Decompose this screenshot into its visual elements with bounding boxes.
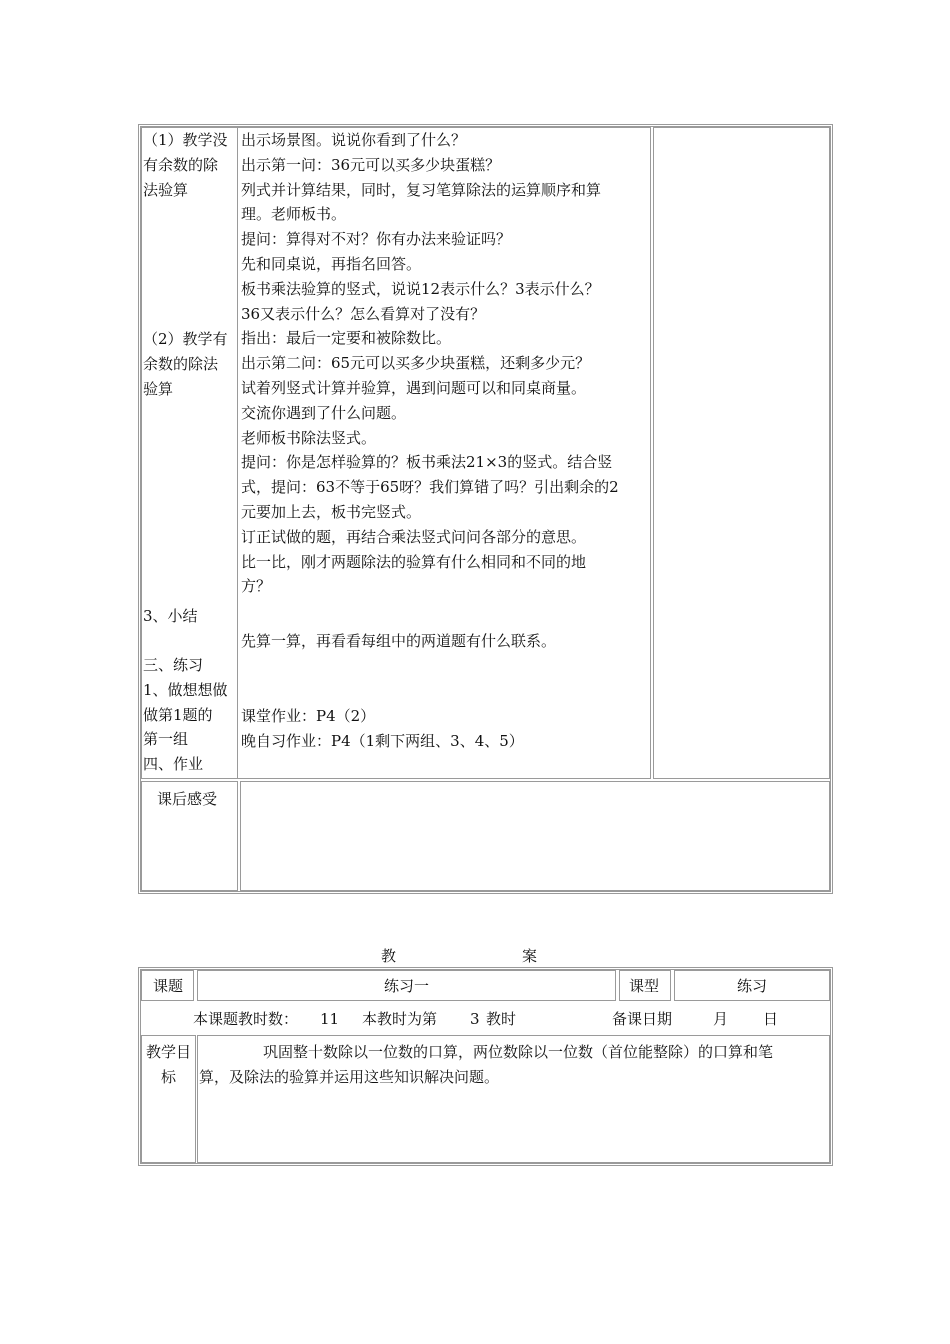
step-line: 试着列竖式计算并验算，遇到问题可以和同桌商量。 <box>241 378 587 397</box>
section-2-line: 余数的除法 <box>143 354 219 373</box>
type-label: 课型 <box>629 977 660 995</box>
homework-evening: 晚自习作业：P4（1剩下两组、3、4、5） <box>241 732 524 750</box>
current-value: 3 <box>470 1010 480 1028</box>
goal-text-line: 巩固整十数除以一位数的口算，两位数除以一位数（首位能整除）的口算和笔 <box>263 1043 774 1061</box>
teaching-steps <box>241 128 619 599</box>
section-2-line: 验算 <box>143 379 174 398</box>
section-2-line: （2）教学有 <box>143 330 228 348</box>
practice-instruction: 先算一算，再看看每组中的两道题有什么联系。 <box>241 632 557 650</box>
step-line: 出示第一问：36元可以买多少块蛋糕？ <box>241 155 501 174</box>
step-line: 式，提问：63不等于65呀？我们算错了吗？引出剩余的2 <box>241 478 619 497</box>
practice-line: 1、做想想做 <box>143 680 228 699</box>
section-1-line: （1）教学没 <box>143 131 228 149</box>
reflection-label: 课后感受 <box>157 790 218 808</box>
type-value: 练习 <box>736 977 767 995</box>
practice-line: 四、作业 <box>143 755 204 774</box>
reflection-content-cell <box>240 781 830 891</box>
section-1-line: 法验算 <box>143 180 189 199</box>
practice-line: 第一组 <box>143 730 189 749</box>
goal-label <box>141 1040 196 1090</box>
date-label: 备课日期 <box>612 1010 673 1028</box>
step-line: 板书乘法验算的竖式，说说12表示什么？3表示什么？ <box>241 279 600 298</box>
topic-label: 课题 <box>153 977 184 995</box>
step-line: 指出：最后一定要和被除数比。 <box>241 329 452 348</box>
hours-label: 本课题教时数： <box>193 1010 299 1028</box>
step-line: 老师板书除法竖式。 <box>241 428 377 447</box>
section-1-line: 有余数的除 <box>143 155 219 174</box>
step-line: 列式并计算结果，同时，复习笔算除法的运算顺序和算 <box>241 180 602 199</box>
step-line: 出示第二问：65元可以买多少块蛋糕，还剩多少元？ <box>241 354 591 373</box>
practice-heading <box>143 653 228 777</box>
current-unit: 教时 <box>486 1010 517 1028</box>
step-line: 元要加上去，板书完竖式。 <box>241 502 422 521</box>
page-title-char: 教 <box>381 947 397 965</box>
step-line: 36又表示什么？怎么看算对了没有？ <box>241 304 486 323</box>
step-line: 提问：你是怎样验算的？板书乘法21×3的竖式。结合竖 <box>241 453 613 472</box>
step-line: 交流你遇到了什么问题。 <box>241 403 407 422</box>
section-1-title <box>143 128 228 202</box>
current-label: 本教时为第 <box>362 1010 438 1028</box>
section-2-title <box>143 327 228 401</box>
step-line: 订正试做的题，再结合乘法竖式问问各部分的意思。 <box>241 527 587 546</box>
topic-value: 练习一 <box>383 977 429 995</box>
step-line: 先和同桌说，再指名回答。 <box>241 254 422 273</box>
step-line: 方？ <box>241 577 272 596</box>
right-column-cell <box>653 127 830 779</box>
page-title-char: 案 <box>522 947 538 965</box>
practice-line: 做第1题的 <box>143 705 213 724</box>
hours-value: 11 <box>320 1010 340 1028</box>
summary-heading: 3、小结 <box>143 607 198 625</box>
homework-class: 课堂作业：P4（2） <box>241 707 376 725</box>
date-day: 日 <box>763 1010 779 1028</box>
goal-label-line: 标 <box>160 1067 176 1086</box>
step-line: 比一比，刚才两题除法的验算有什么相同和不同的地 <box>241 552 587 571</box>
practice-line: 三、练习 <box>143 656 204 674</box>
date-month: 月 <box>713 1010 729 1028</box>
step-line: 理。老师板书。 <box>241 205 347 224</box>
step-line: 提问：算得对不对？你有办法来验证吗？ <box>241 230 512 249</box>
step-line: 出示场景图。说说你看到了什么？ <box>241 131 467 149</box>
goal-label-line: 教学目 <box>145 1043 191 1061</box>
goal-text-line: 算，及除法的验算并运用这些知识解决问题。 <box>199 1068 500 1086</box>
